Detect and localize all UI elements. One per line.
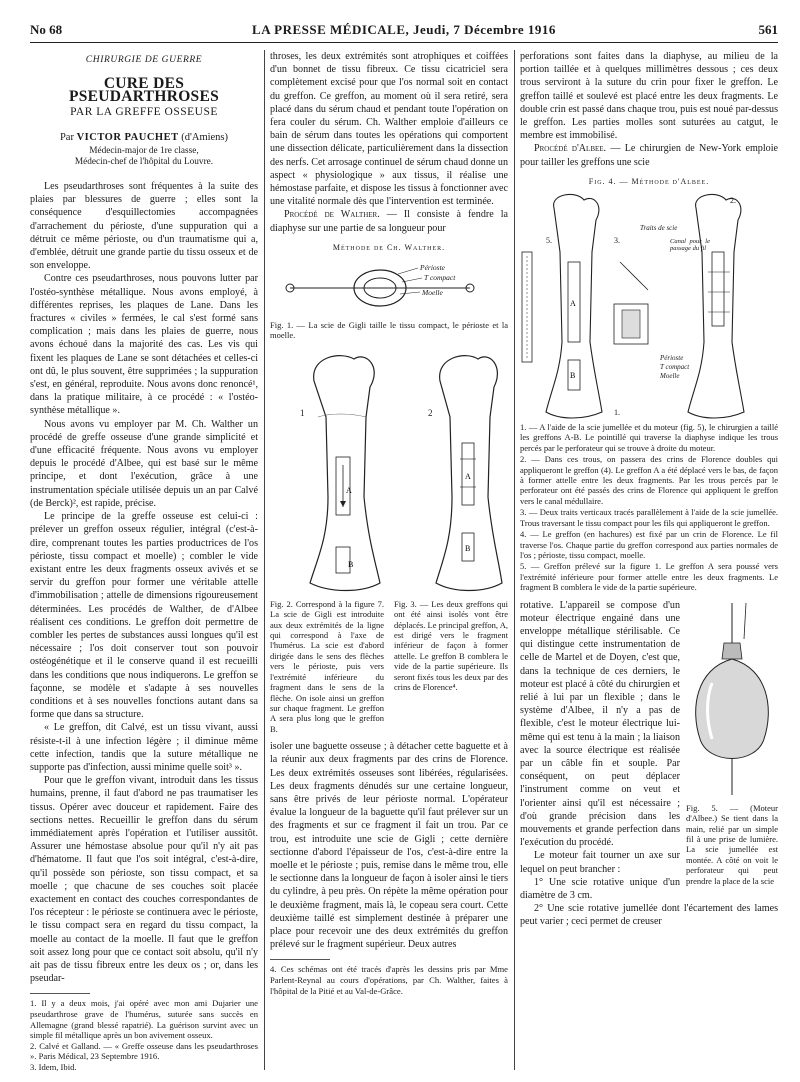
svg-text:A: A	[570, 299, 576, 309]
paragraph: 2° Une scie rotative jumellée dont l'écartement des lames peut varier ; ceci permet de creuser	[520, 903, 778, 928]
svg-text:B: B	[465, 543, 471, 553]
figure-4-label: Fig. 4. — Méthode d'Albee.	[588, 176, 710, 186]
legend-item: 1. — A l'aide de la scie jumellée et du moteur (fig. 5), le chirurgien a taillé les greffons A-B. Le pointillé qui traverse la diaphyse indique les trous percés par le perforateur qui se trouve à droite du moteur.	[520, 422, 778, 453]
procedure-heading: Procédé de Walther.	[284, 209, 380, 221]
fig4-number-5: 5.	[546, 236, 552, 246]
svg-text:B: B	[348, 559, 354, 569]
humerus-illustrations	[270, 347, 508, 599]
column-divider-2	[514, 50, 515, 1070]
figure-2-number: 1	[300, 407, 305, 418]
author-prefix: Par	[59, 131, 74, 143]
paragraph: rotative. L'appareil se compose d'un moteur électrique engainé dans une enveloppe métallique stérilisable. Ce qui distingue cette instrumentation de celle de Martel et de Doyen, c'est que, dans la technique de ces derniers, le moteur est placé à côté du chirurgien et relié à lui par un flexible ; dans le système d'Albee, il n'y a pas de flexible, c'est le moteur électrique lui-même qui est tenu à la main ; la liaison avec la source électrique est réalisée par un câble fin et souple. Par conséquent, on peut déplacer l'instrument comme on veut et l'orienter ainsi qu'il est nécessaire ; d'où grande précision dans les mouvements et grande perfection dans l'exécution du procédé.	[520, 599, 680, 849]
label-saw-lines: Traits de scie	[640, 224, 678, 233]
label-marrow: Moelle	[660, 372, 680, 381]
figure-1	[270, 258, 508, 320]
legend-item: 2. — Dans ces trous, on passera des crins de Florence doubles qui appliqueront le greffon (4). Le greffon A a été déplacé vers le bas, de façon à former attelle entre les deux fragments. Par les trous percés par le perforateur ont été passés des crins de Florence qui appliquent le greffon vers le canal médullaire.	[520, 454, 778, 506]
footnote-rule	[270, 959, 330, 960]
fig4-number-2: 2.	[730, 196, 736, 206]
author-line	[30, 131, 258, 144]
figure-4	[520, 192, 778, 422]
figure-3-caption: Fig. 3. — Les deux greffons qui ont été ainsi isolés vont être déplacés. Le principal greffon, A, est dirigé vers le fragment inférieur de façon à former attelle. Le greffon B comblera le vide de la partie supérieure. Ils seront fixés tous les deux par des crins de Florence⁴.	[394, 598, 508, 693]
paragraph: Le moteur fait tourner un axe sur lequel on peut brancher :	[520, 850, 680, 875]
paragraph: Les pseudarthroses sont fréquentes à la suite des plaies par blessures de guerre ; elles sont la conséquence d'esquillectomies accompagnées d'arrachement du périoste, d'une suppuration qui a détruit ce même périoste, ou d'un traumatisme qui a, d'emblée, détruit une grande partie du tissu osseux et de son enveloppe.	[30, 181, 258, 272]
footnote-rule	[30, 993, 90, 994]
label-periosteum: Périoste	[660, 354, 684, 363]
column-3	[520, 50, 778, 929]
saw-cross-section-illustration	[270, 258, 508, 320]
paragraph: Le principe de la greffe osseuse est celui-ci : prélever un greffon osseux régulier, intégral (c'est-à-dire, comprenant toutes les parties productrices de l'os périoste, tissu compact et moelle) ; combler le vide existant entre les deux fragments osseux avivés et se servir du greffon pour former une véritable attelle d'immobilisation ; attelle de dimensions rigoureusement déterminées. Les procédés de Walther, de d'Albee réalisent ces conditions. Le greffon doit permettre de combler les pertes de substances aussi longues qu'il est nécessaire ; l'os doit conserver tout son pouvoir ostéogénétique et il le conserve quand il est recueilli dans les conditions que nous indiquerons. Le greffon se façonne, se modèle et s'adapte à ses nouvelles conditions et à ses nouvelles fonctions autant dans sa forme que dans sa structure.	[30, 511, 258, 721]
column-2	[270, 50, 508, 996]
label-compact: T compact	[660, 363, 690, 372]
paragraph: throses, les deux extrémités sont atrophiques et coiffées d'un bonnet de tissu fibreux. Ce tissu cicatriciel sera complètement excisé pour que l'os normal soit en contact du greffon. Ce greffon, au moment où il sera retiré, sera placé dans du sérum chaud et pendant toute l'opération on fera couler du sérum. Ch. Walther emploie d'ailleurs ce bain de sérum dans toutes les opérations qui comportent une dissection délicate, particulièrement dans la dissection des nerfs. Cet arrosage continuel de sérum chaud donne un aspect « physiologique » aux tissus, il réalise une hémostase parfaite, et dispose les tissus à fonctionner avec une vitalité normale dès que l'intervention est terminée.	[270, 51, 508, 208]
legend-item: 5. — Greffon prélevé sur la figure 1. Le greffon A sera poussé vers l'extrémité inférieure pour former attelle entre les deux fragments. Le fragment B comblera le vide de la partie supérieure.	[520, 561, 778, 593]
running-head	[30, 22, 778, 40]
svg-text:A: A	[346, 485, 352, 495]
paragraph: 1° Une scie rotative unique d'un diamètre de 3 cm.	[520, 876, 680, 901]
paragraph: Pour que le greffon vivant, introduit dans les tissus humains, prenne, il faut d'abord ne pas traumatiser les tissus. Opérer avec douceur et rapidement. Faire des sections nettes. Recueillir le greffon dans du sérum immédiatement après l'opération et l'utiliser aussitôt. Assurer une hémostase absolue pour qu'il n'y ait pas d'hématome. Il faut que l'os soit intégral, c'est-à-dire, qu'il possède son périoste, son tissu compact, et sa moelle ; que chacune de ses couches soit placée exactement en contact des couches correspondantes de l'os récepteur : le périoste se continuera avec le périoste, le tissu compact sera en regard du tissu compact, la moelle au contact de la moelle. Il faut que le greffon soit assez long pour que ce contact soit absolu, qu'il n'y ait pas de tissu fibreux entre les deux os ; or, dans les pseudar-	[30, 775, 258, 985]
column-1	[30, 50, 258, 1073]
article-title: CURE DES PSEUDARTHROSES	[68, 75, 220, 106]
figure-3-number: 2	[428, 407, 433, 418]
paragraph: isoler une baguette osseuse ; à détacher cette baguette et à la réunir aux deux fragments par des crins de Florence. Les deux extrémités osseuses sont libérées, régularisées. Les deux fragments dénudés sur une certaine longueur, sans être privés de leur périoste normal. L'opérateur évalue la longueur de la baguette qu'il faut prélever sur un des fragments et sur ce fragment il fait un trou. Par ce trou, est introduite une scie de Gigli ; cette dernière sectionne d'abord l'épaisseur de l'os, c'est-à-dire entre la moelle et le périoste ; puis, remise dans le même trou, elle le sectionne dans la longueur de façon à isoler ainsi le tiers du cylindre, à peu près. On répète la même opération pour le deuxième fragment, mais là, le copeau sera court. Cette deuxième taillé est simplement destinée à préparer une place pour recevoir une des deux extrémités du greffon prélevé sur le fragment supérieur. Deux autres	[270, 741, 508, 951]
author-affiliation: Médecin-chef de l'hôpital du Louvre.	[74, 157, 214, 168]
figure-5-caption: Fig. 5. — (Moteur d'Albee.) Se tient dans la main, relié par un simple fil à une prise de lumière. La scie jumellée est montée. A côté on voit le perforateur qui peut prendre la place de la scie	[686, 802, 778, 886]
page-number: 561	[758, 22, 778, 37]
label-periosteum: Périoste	[420, 263, 445, 273]
header-rule	[30, 42, 778, 43]
figure-5	[686, 599, 778, 886]
label-compact: T compact	[424, 273, 456, 283]
issue-number: No 68	[30, 22, 63, 37]
figure-1-caption: Fig. 1. — La scie de Gigli taille le tissu compact, le périoste et la moelle.	[270, 320, 508, 341]
journal-title-date: LA PRESSE MÉDICALE, Jeudi, 7 Décembre 1916	[252, 22, 556, 37]
paragraph: perforations sont faites dans la diaphyse, au milieu de la portion taillée et à quelques millimètres dessous ; ces deux trous serviront à la suture du crin pour fixer le greffon. Le greffon taillé et soulevé est placé entre les deux fragments. Le double crin est passé dans chaque trou, puis est noué par-dessus le greffon. Les parties molles sont suturées au catgut, le membre est immobilisé.	[520, 51, 778, 142]
legend-item: 3. — Deux traits verticaux tracés parallèlement à l'aide de la scie jumellée. Trous traversant le tissu compact pour les fils qui appliqueront le greffon.	[520, 507, 778, 528]
footnote-1: 1. Il y a deux mois, j'ai opéré avec mon ami Dujarier une pseudarthrose grave de l'humérus, suturée sans succès en Allemagne (grand blessé rapatrié). La guérison survint avec un simple fil métallique après un bon avivement osseux.	[30, 998, 258, 1041]
fig4-number-3: 3.	[614, 236, 620, 246]
footnote-2: 2. Calvé et Galland. — « Greffe osseuse dans les pseudarthroses ». Paris Médical, 23 Septembre 1916.	[30, 1040, 258, 1062]
paragraph-albee: Procédé d'Albee. — Le chirurgien de New-York emploie pour tailler les greffons une scie	[520, 143, 778, 168]
svg-text:B: B	[570, 371, 576, 381]
author-city: (d'Amiens)	[181, 131, 229, 143]
label-wire-canal: Canal pour le passage du fil	[670, 238, 710, 253]
legend-item: 4. — Le greffon (en hachures) est fixé par un crin de Florence. Le fil traverse l'os. Chaque partie du greffon correspond aux parties normales de l'os ; périoste, tissu compact, moelle.	[520, 529, 778, 560]
section-rubric: CHIRURGIE DE GUERRE	[85, 55, 203, 65]
svg-text:A: A	[465, 471, 471, 481]
article-subtitle: PAR LA GREFFE OSSEUSE	[70, 105, 218, 118]
figure-2-caption: Fig. 2. Correspond à la figure 7. La scie de Gigli est introduite aux deux extrémités de la ligne qui correspond à l'axe de l'humérus. La scie est d'abord dirigée dans le sens des flèches vers le périoste, puis vers l'extrémité inférieure du fragment dans le sens de la flèche. On isole ainsi un greffon sur chaque fragment. Le greffon A sera plus long que le greffon B.	[270, 598, 384, 734]
albee-motor-illustration	[686, 599, 778, 799]
newspaper-page	[30, 22, 778, 1072]
paragraph-walther: Procédé de Walther. — Il consiste à fendre la diaphyse sur une partie de sa longueur pour	[270, 209, 508, 234]
figure-method-label: Méthode de Ch. Walther.	[332, 242, 446, 252]
paragraph: Contre ces pseudarthroses, nous pouvons lutter par l'ostéo-synthèse métallique. Nous avons employé, à différentes reprises, les plaques de Lane. Dans les fractures « civiles » fermées, le cal s'est formé sans complication ; mais dans les plaies de guerre, nous avons échoué dans la majorité des cas. Les vis qui fixent les plaques de Lane se sont détachées et celles-ci ont dû, le plus souvent, être supprimées ; la suppuration s'est, en général, reproduite. Nous avons donc renoncé¹, dans la pratique militaire, à ce procédé : « l'ostéo-synthèse métallique ».	[30, 273, 258, 417]
author-rank: Médecin-major de 1re classe,	[89, 146, 199, 157]
fig4-number-1: 1.	[614, 408, 620, 418]
paragraph: Nous avons vu employer par M. Ch. Walther un procédé de greffe osseuse d'une grande simplicité et d'une efficacité fréquente. Nous avons vu employer depuis le procédé d'Albee, qui est basé sur le même principe, et dont l'exécution, grâce à une instrumentation spéciale utilisée depuis un an par Calvé (de Berck)², est rapide, précise.	[30, 418, 258, 509]
author-name: VICTOR PAUCHET	[76, 131, 179, 143]
footnote-4: 4. Ces schémas ont été tracés d'après les dessins pris par Mme Parlent-Reynal au cours d'opérations, par Ch. Walther, faites à l'hôpital de la Pitié et au Val-de-Grâce.	[270, 964, 508, 996]
column-divider-1	[264, 50, 265, 1070]
figure-4-legend	[520, 422, 778, 593]
figures-2-3	[270, 347, 508, 599]
label-marrow: Moelle	[422, 288, 443, 298]
footnote-3: 3. Idem, Ibid.	[30, 1061, 77, 1072]
paragraph: « Le greffon, dit Calvé, est un tissu vivant, aussi résiste-t-il à une infection légère ; il diminue même cette infection, tandis que la suture métallique ne supporte pas d'infection, aussi minime quelle soit³ ».	[30, 722, 258, 773]
procedure-heading: Procédé d'Albee.	[534, 143, 607, 155]
